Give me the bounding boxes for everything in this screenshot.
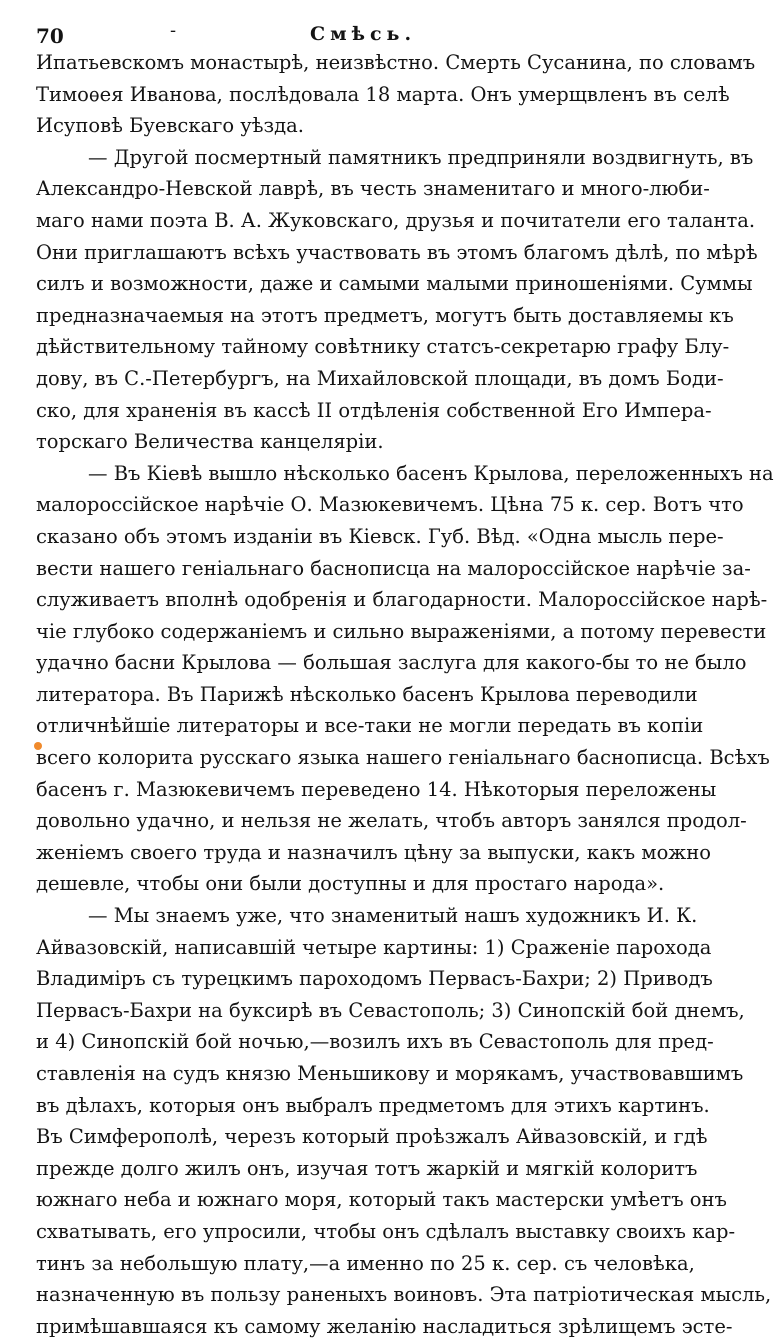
text-line: Ипатьевскомъ монастырѣ, неизвѣстно. Смерть Сусанина, по словамъ — [36, 51, 756, 74]
text-line: литератора. Въ Парижѣ нѣсколько басенъ Крылова переводили — [36, 682, 698, 706]
text-line: басенъ г. Мазюкевичемъ переведено 14. Нѣкоторыя переложены — [36, 777, 717, 801]
text-line: дову, въ С.-Петербургъ, на Михайловской площади, въ домъ Боди- — [36, 366, 724, 390]
text-line: Исуповѣ Буевскаго уѣзда. — [36, 114, 304, 138]
text-line: назначенную въ пользу раненыхъ воиновъ. Эта патріотическая мысль, — [36, 1283, 772, 1307]
text-line: Первасъ-Бахри на буксирѣ въ Севастополь; 3) Синопскій бой днемъ, — [36, 998, 745, 1022]
text-line: силъ и возможности, даже и самыми малыми приношеніями. Суммы — [36, 272, 753, 296]
text-line: удачно басни Крылова — большая заслуга для какого-бы то не было — [36, 651, 747, 675]
text-line: торскаго Величества канцеляріи. — [36, 430, 384, 454]
text-line: Владиміръ съ турецкимъ пароходомъ Первасъ-Бахри; 2) Приводъ — [36, 967, 713, 991]
text-line: Айвазовскій, написавшій четыре картины: 1) Сраженіе парохода — [36, 935, 712, 959]
text-line: ставленія на судъ князю Меньшикову и морякамъ, участвовавшимъ — [36, 1062, 744, 1085]
text-line: схватывать, его упросили, чтобы онъ сдѣлалъ выставку своихъ кар- — [36, 1219, 736, 1243]
text-line: маго нами поэта В. А. Жуковскаго, друзья и почитатели его таланта. — [36, 208, 756, 232]
text-line: примѣшавшаяся къ самому желанію насладиться зрѣлищемъ эсте- — [36, 1314, 733, 1338]
text-line: — Мы знаемъ уже, что знаменитый нашъ художникъ И. К. — [88, 904, 698, 928]
text-line: ско, для храненія въ кассѣ II отдѣленія собственной Его Импера- — [36, 398, 712, 422]
text-line: Александро-Невской лаврѣ, въ честь знаменитаго и много-люби- — [36, 177, 710, 201]
page-number: 70 — [36, 24, 64, 48]
text-line: и 4) Синопскій бой ночью,—возилъ ихъ въ Севастополь для пред- — [36, 1030, 714, 1054]
text-line: прежде долго жилъ онъ, изучая тотъ жаркій и мягкій колоритъ — [36, 1156, 698, 1180]
page-header — [0, 18, 700, 50]
text-line: дешевле, чтобы они были доступны и для простаго народа». — [36, 872, 665, 896]
text-line: дѣйствительному тайному совѣтнику статсъ-секретарю графу Блу- — [36, 335, 730, 359]
text-line: всего колорита русскаго языка нашего геніальнаго баснописца. Всѣхъ — [36, 746, 770, 770]
text-line: — Другой посмертный памятникъ предприняли воздвигнуть, въ — [88, 145, 754, 169]
text-line: довольно удачно, и нельзя не желать, чтобъ авторъ занялся продол- — [36, 809, 747, 833]
text-line: чіе глубоко содержаніемъ и сильно выраженіями, а потому перевести — [36, 619, 767, 643]
text-line: — Въ Кіевѣ вышло нѣсколько басенъ Крылова, переложенныхъ на — [88, 461, 774, 485]
text-line: Тимоѳея Иванова, послѣдовала 18 марта. Онъ умерщвленъ въ селѣ — [36, 82, 730, 106]
text-line: тинъ за небольшую плату,—а именно по 25 к. сер. съ человѣка, — [36, 1251, 695, 1275]
running-head: Смѣсь. — [310, 23, 417, 45]
text-line: отличнѣйшіе литераторы и все-таки не могли передать въ копіи — [36, 714, 704, 738]
text-line: Въ Симферополѣ, черезъ который проѣзжалъ Айвазовскій, и гдѣ — [36, 1125, 708, 1149]
text-line: въ дѣлахъ, которыя онъ выбралъ предметомъ для этихъ картинъ. — [36, 1093, 710, 1117]
text-line: предназначаемыя на этотъ предметъ, могутъ быть доставляемы къ — [36, 303, 734, 327]
text-line: служиваетъ вполнѣ одобренія и благодарности. Малороссійское нарѣ- — [36, 588, 768, 612]
text-line: сказано объ этомъ изданіи въ Кіевск. Губ. Вѣд. «Одна мысль пере- — [36, 524, 724, 548]
body-text — [36, 47, 774, 1342]
text-line: вести нашего геніальнаго баснописца на малороссійское нарѣчіе за- — [36, 556, 751, 580]
text-line: женіемъ своего труда и назначилъ цѣну за выпуски, какъ можно — [36, 840, 711, 864]
text-line: южнаго неба и южнаго моря, который такъ мастерски умѣетъ онъ — [36, 1188, 727, 1212]
text-line: Они приглашаютъ всѣхъ участвовать въ этомъ благомъ дѣлѣ, по мѣрѣ — [36, 240, 758, 264]
header-mark: - — [170, 20, 177, 41]
text-line: малороссійское нарѣчіе О. Мазюкевичемъ. Цѣна 75 к. сер. Вотъ что — [36, 493, 744, 517]
